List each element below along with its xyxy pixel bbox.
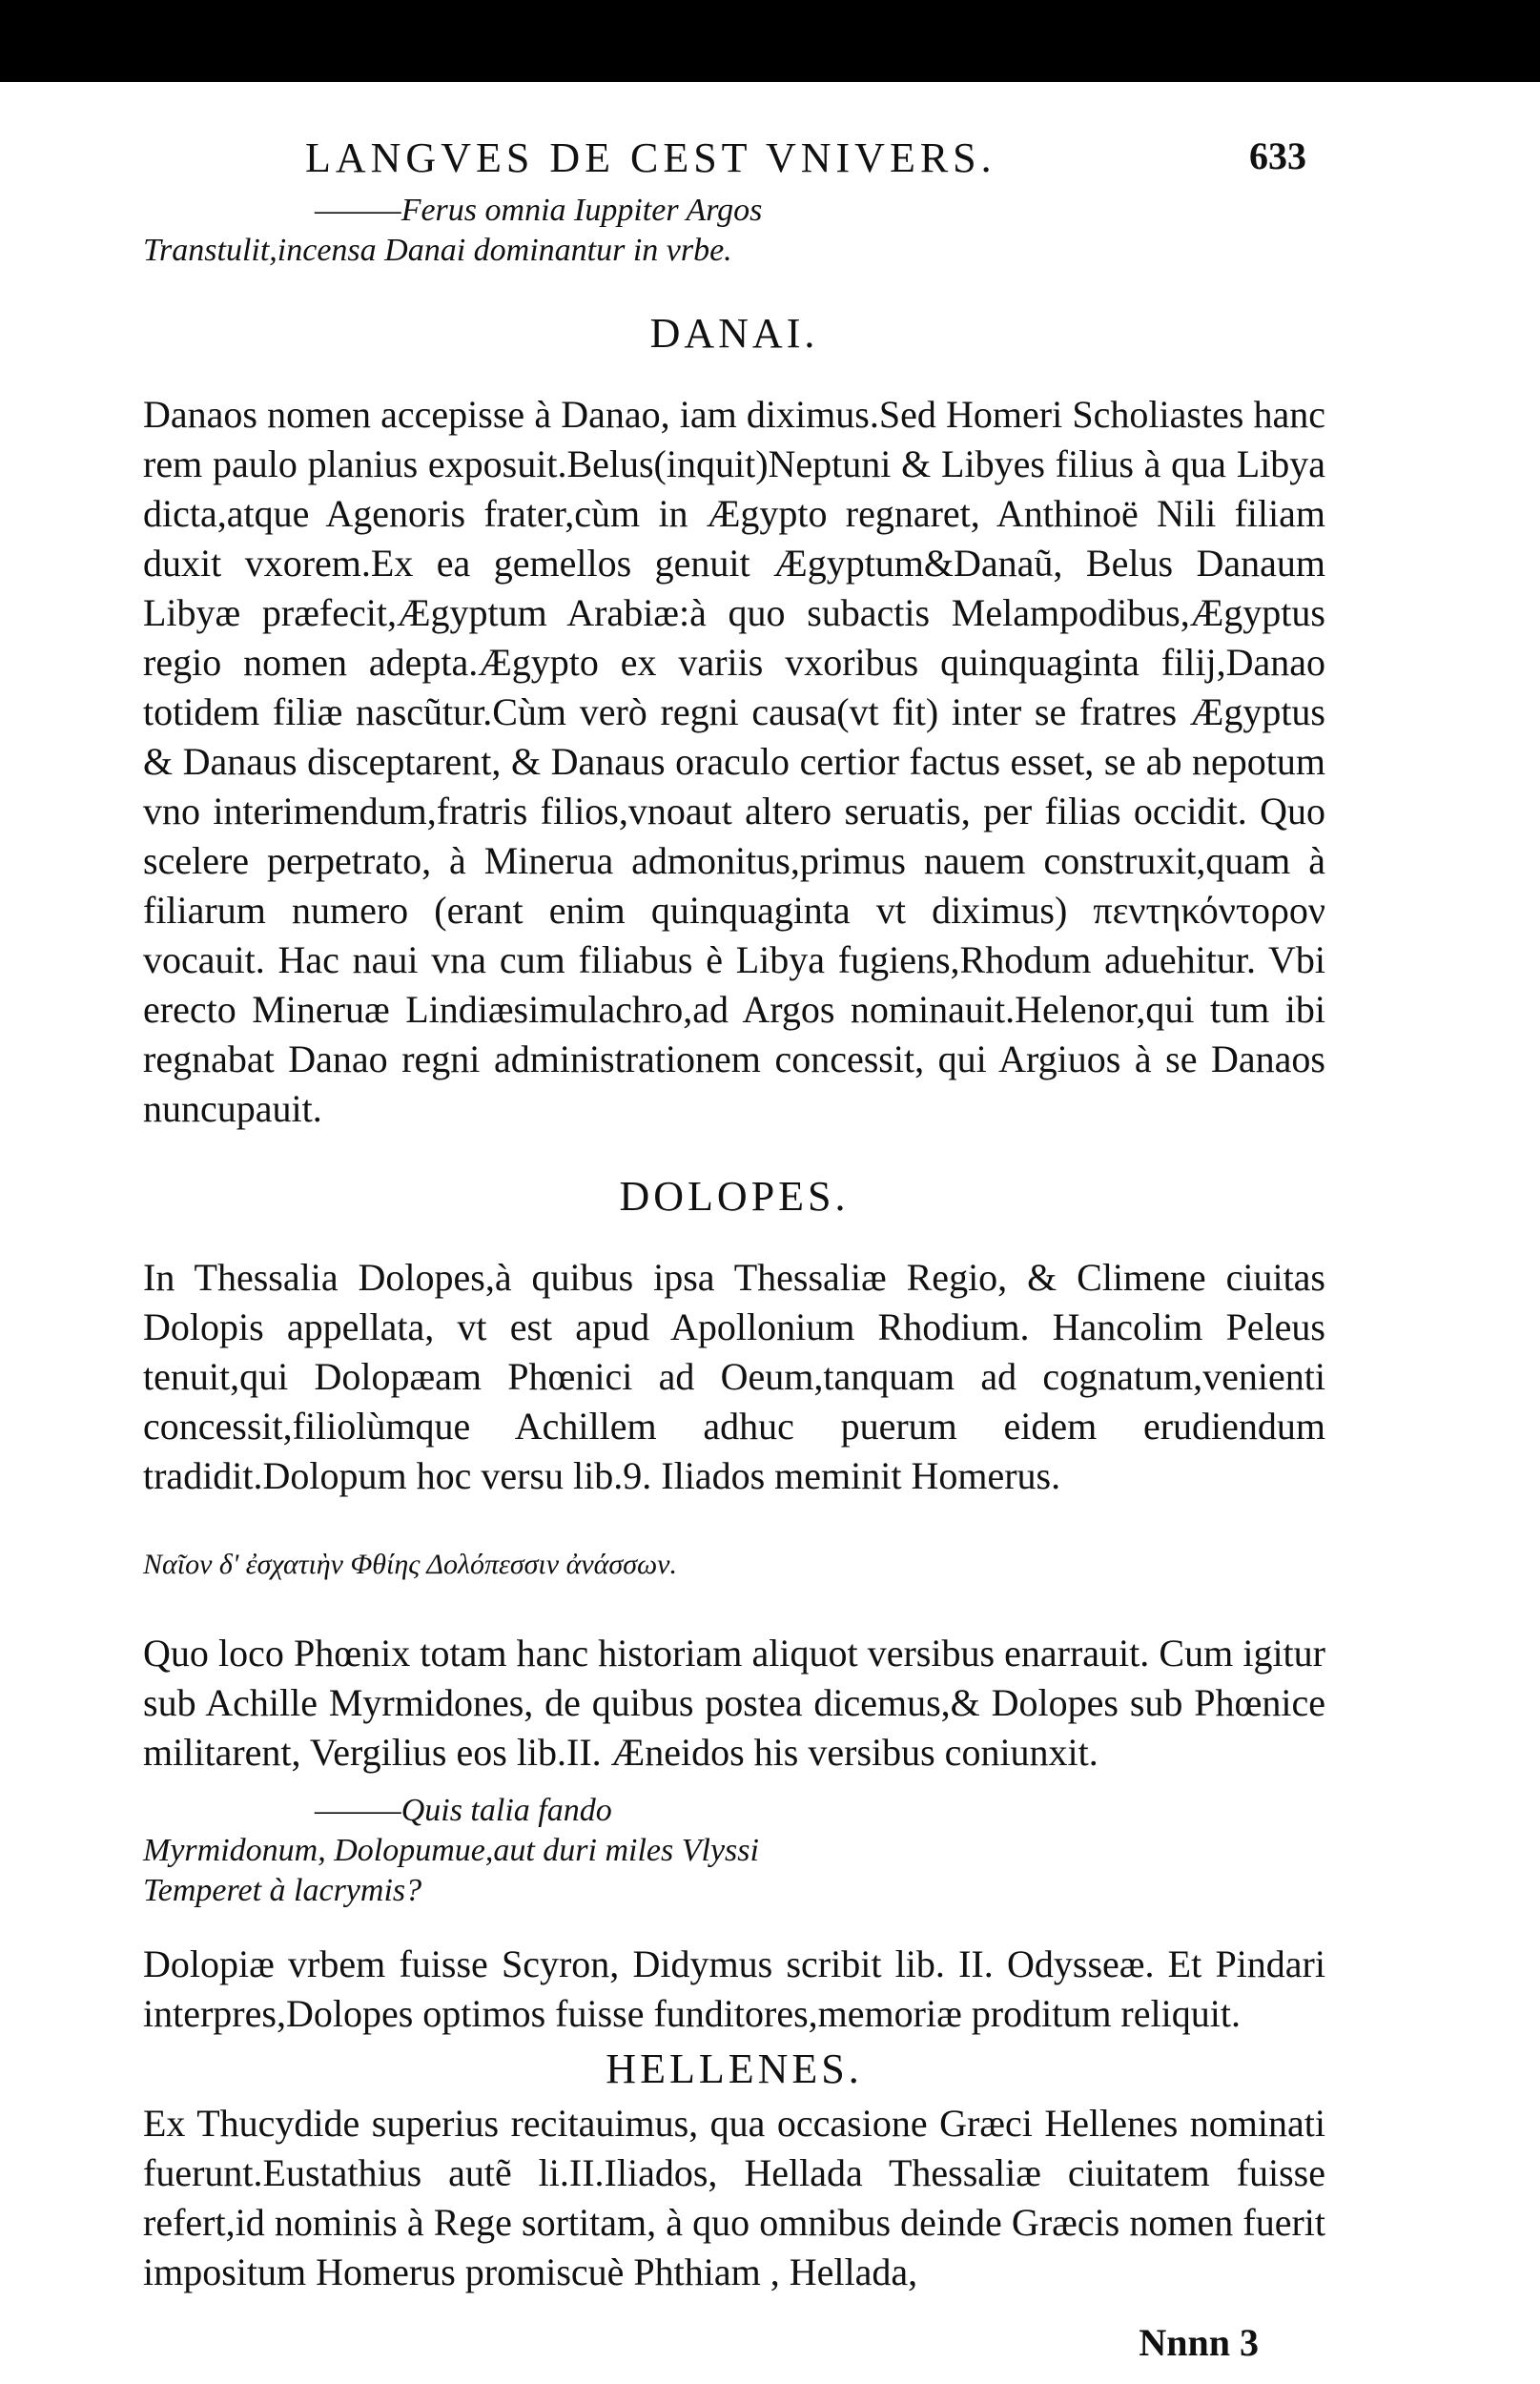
greek-quotation: Ναῖον δ' ἐσχατιὴν Φθίης Δολόπεσσιν ἀνάσσων. xyxy=(143,1549,677,1580)
verse-line: ———Ferus omnia Iuppiter Argos xyxy=(315,193,763,228)
page-header xyxy=(143,134,1325,191)
verse-line: ———Quis talia fando xyxy=(315,1793,612,1828)
paragraph-danai: Danaos nomen accepisse à Danao, iam diximus.Sed Homeri Scholiastes hanc rem paulo planius exposuit.Belus(inquit)Neptuni & Libyes filius à qua Libya dicta,atque Agenoris frater,cùm in Ægypto regnaret, Anthinoë Nili filiam duxit vxorem.Ex ea gemellos genuit Ægyptum&Danaũ, Belus Danaum Libyæ præfecit,Ægyptum Arabiæ:à quo subactis Melampodibus,Ægyptus regio nomen adepta.Ægypto ex variis vxoribus quinquaginta filij,Danao totidem filiæ nascũtur.Cùm verò regni causa(vt fit) inter se fratres Ægyptus & Danaus disceptarent, & Danaus oraculo certior factus esset, se ab nepotum vno interimendum,fratris filios,vnoaut altero seruatis, per filias occidit. Quo scelere perpetrato, à Minerua admonitus,primus nauem construxit,quam à filiarum numero (erant enim quinquaginta vt diximus) πεντηκόντορον vocauit. Hac naui vna cum filiabus è Libya fugiens,Rhodum aduehitur. Vbi erecto Mineruæ Lindiæsimulachro,ad Argos nominauit.Helenor,qui tum ibi regnabat Danao regni administrationem concessit, qui Argiuos à se Danaos nuncupauit. xyxy=(143,393,1325,1130)
section-heading-hellenes: HELLENES. xyxy=(606,2045,863,2092)
paragraph-dolopes-3: Dolopiæ vrbem fuisse Scyron, Didymus scribit lib. II. Odysseæ. Et Pindari interpres,Dolopes optimos fuisse funditores,memoriæ proditum reliquit. xyxy=(143,1942,1325,2035)
running-head: LANGVES DE CEST VNIVERS. xyxy=(305,134,996,181)
verse-line: Myrmidonum, Dolopumue,aut duri miles Vlyssi xyxy=(143,1833,759,1868)
section-heading-dolopes: DOLOPES. xyxy=(619,1173,850,1220)
section-heading-danai: DANAI. xyxy=(649,310,819,357)
dolopes-verse xyxy=(143,1791,1325,1911)
paragraph-dolopes-2: Quo loco Phœnix totam hanc historiam aliquot versibus enarrauit. Cum igitur sub Achille Myrmidones, de quibus postea dicemus,& Dolopes sub Phœnice militarent, Vergilius eos lib.II. Æneidos his versibus coniunxit. xyxy=(143,1632,1325,1774)
paragraph-dolopes-1: In Thessalia Dolopes,à quibus ipsa Thessaliæ Regio, & Climene ciuitas Dolopis appellata, vt est apud Apollonium Rhodium. Hancolim Peleus tenuit,qui Dolopæam Phœnici ad Oeum,tanquam ad cognatum,venienti concessit,filiolùmque Achillem adhuc puerum eidem erudiendum tradidit.Dolopum hoc versu lib.9. Iliados meminit Homerus. xyxy=(143,1256,1325,1497)
page-number: 633 xyxy=(1249,134,1306,177)
signature-mark: Nnnn 3 xyxy=(1139,2321,1259,2364)
page-body xyxy=(143,191,1325,2365)
verse-line: Transtulit,incensa Danai dominantur in vrbe. xyxy=(143,233,732,268)
book-page xyxy=(143,134,1325,2365)
top-scan-border xyxy=(0,0,1540,82)
verse-line: Temperet à lacrymis? xyxy=(143,1873,422,1908)
opening-verse xyxy=(143,191,1325,271)
paragraph-hellenes: Ex Thucydide superius recitauimus, qua occasione Græci Hellenes nominati fuerunt.Eustathius autẽ li.II.Iliados, Hellada Thessaliæ ciuitatem fuisse refert,id nominis à Rege sortitam, à quo omnibus deinde Græcis nomen fuerit impositum Homerus promiscuè Phthiam , Hellada, xyxy=(143,2102,1325,2293)
